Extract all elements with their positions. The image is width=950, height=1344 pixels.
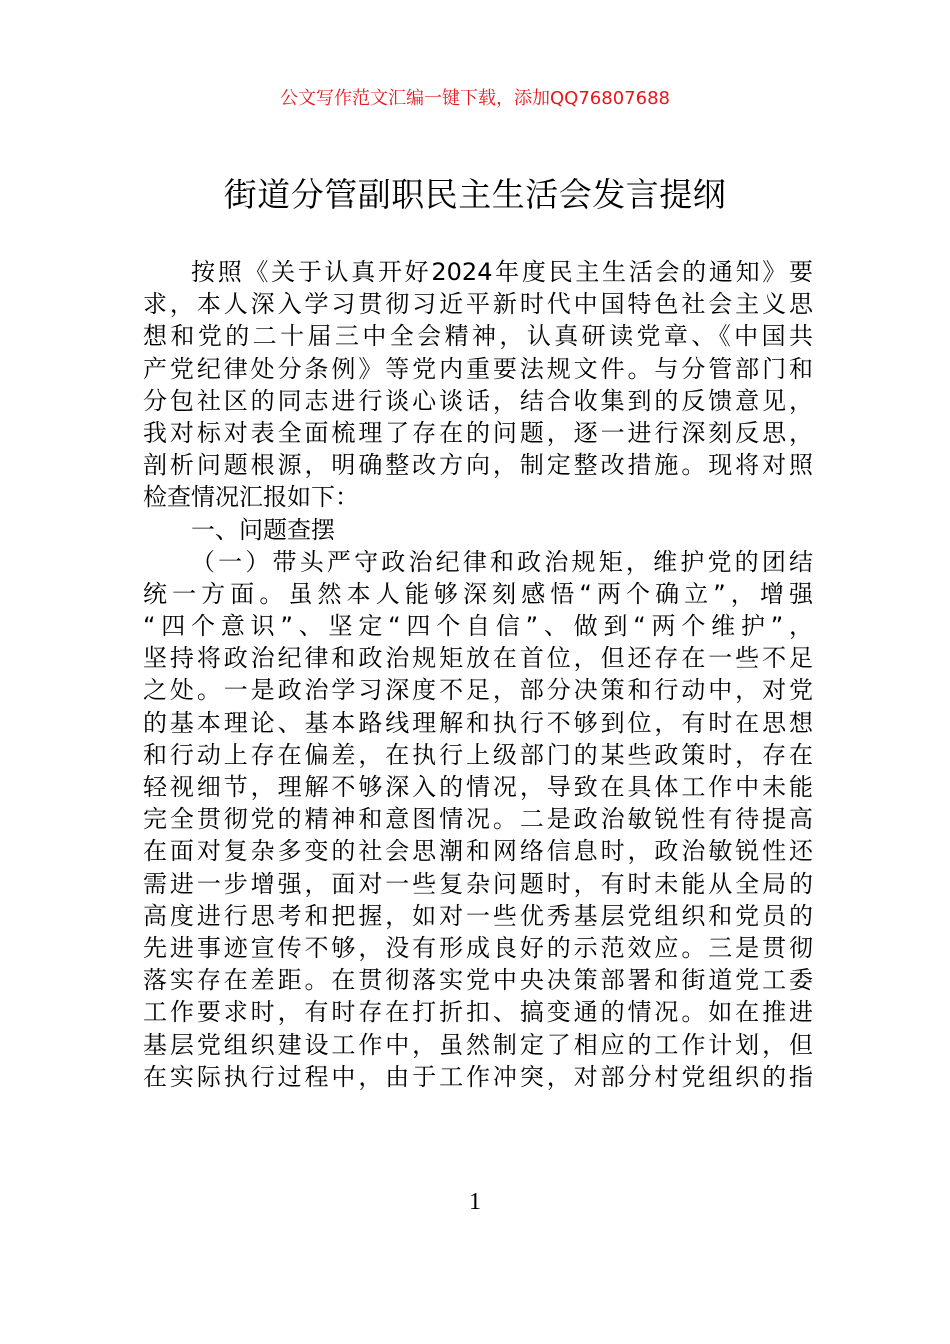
paragraph-line: 检查情况汇报如下：	[143, 483, 359, 512]
paragraph-line: 工作要求时，有时存在打折扣、搞变通的情况。如在推进	[143, 998, 813, 1027]
paragraph-line: 基层党组织建设工作中，虽然制定了相应的工作计划，但	[143, 1030, 813, 1059]
paragraph-line: 坚持将政治纪律和政治规矩放在首位，但还存在一些不足	[143, 644, 813, 673]
document-body	[143, 256, 813, 1093]
paragraph-line: 在实际执行过程中，由于工作冲突，对部分村党组织的指	[143, 1062, 813, 1091]
paragraph-line: 需进一步增强，面对一些复杂问题时，有时未能从全局的	[143, 869, 813, 898]
paragraph-line: 完全贯彻党的精神和意图情况。二是政治敏锐性有待提高	[143, 805, 813, 834]
document-title: 街道分管副职民主生活会发言提纲	[223, 175, 727, 214]
paragraph-line: 落实存在差距。在贯彻落实党中央决策部署和街道党工委	[143, 966, 813, 995]
paragraph-line: 按照《关于认真开好2024年度民主生活会的通知》要	[191, 258, 813, 286]
paragraph-line: “四个意识”、坚定“四个自信”、做到“两个维护”，	[143, 612, 813, 641]
paragraph-line: 产党纪律处分条例》等党内重要法规文件。与分管部门和	[143, 354, 813, 383]
paragraph-line: 想和党的二十届三中全会精神，认真研读党章、《中国共	[143, 322, 813, 351]
paragraph-line: 的基本理论、基本路线理解和执行不够到位，有时在思想	[143, 708, 813, 737]
paragraph-line: 我对标对表全面梳理了存在的问题，逐一进行深刻反思，	[143, 418, 813, 447]
paragraph-line: 剖析问题根源，明确整改方向，制定整改措施。现将对照	[143, 451, 813, 480]
paragraph-line: （一）带头严守政治纪律和政治规矩，维护党的团结	[191, 547, 813, 576]
paragraph-line: 之处。一是政治学习深度不足，部分决策和行动中，对党	[143, 676, 813, 705]
paragraph-line: 统一方面。虽然本人能够深刻感悟“两个确立”，增强	[143, 579, 813, 608]
paragraph-line: 求，本人深入学习贯彻习近平新时代中国特色社会主义思	[143, 290, 813, 319]
page-number: 1	[469, 1189, 481, 1215]
paragraph-line: 分包社区的同志进行谈心谈话，结合收集到的反馈意见，	[143, 386, 813, 415]
paragraph-line: 在面对复杂多变的社会思潮和网络信息时，政治敏锐性还	[143, 837, 813, 866]
section-heading: 一、问题查摆	[191, 515, 335, 544]
paragraph-line: 和行动上存在偏差，在执行上级部门的某些政策时，存在	[143, 740, 813, 769]
paragraph-line: 高度进行思考和把握，如对一些优秀基层党组织和党员的	[143, 901, 813, 930]
paragraph-line: 轻视细节，理解不够深入的情况，导致在具体工作中未能	[143, 773, 813, 801]
download-banner: 公文写作范文汇编一键下载，添加QQ76807688	[280, 88, 670, 109]
paragraph-line: 先进事迹宣传不够，没有形成良好的示范效应。三是贯彻	[143, 933, 813, 962]
